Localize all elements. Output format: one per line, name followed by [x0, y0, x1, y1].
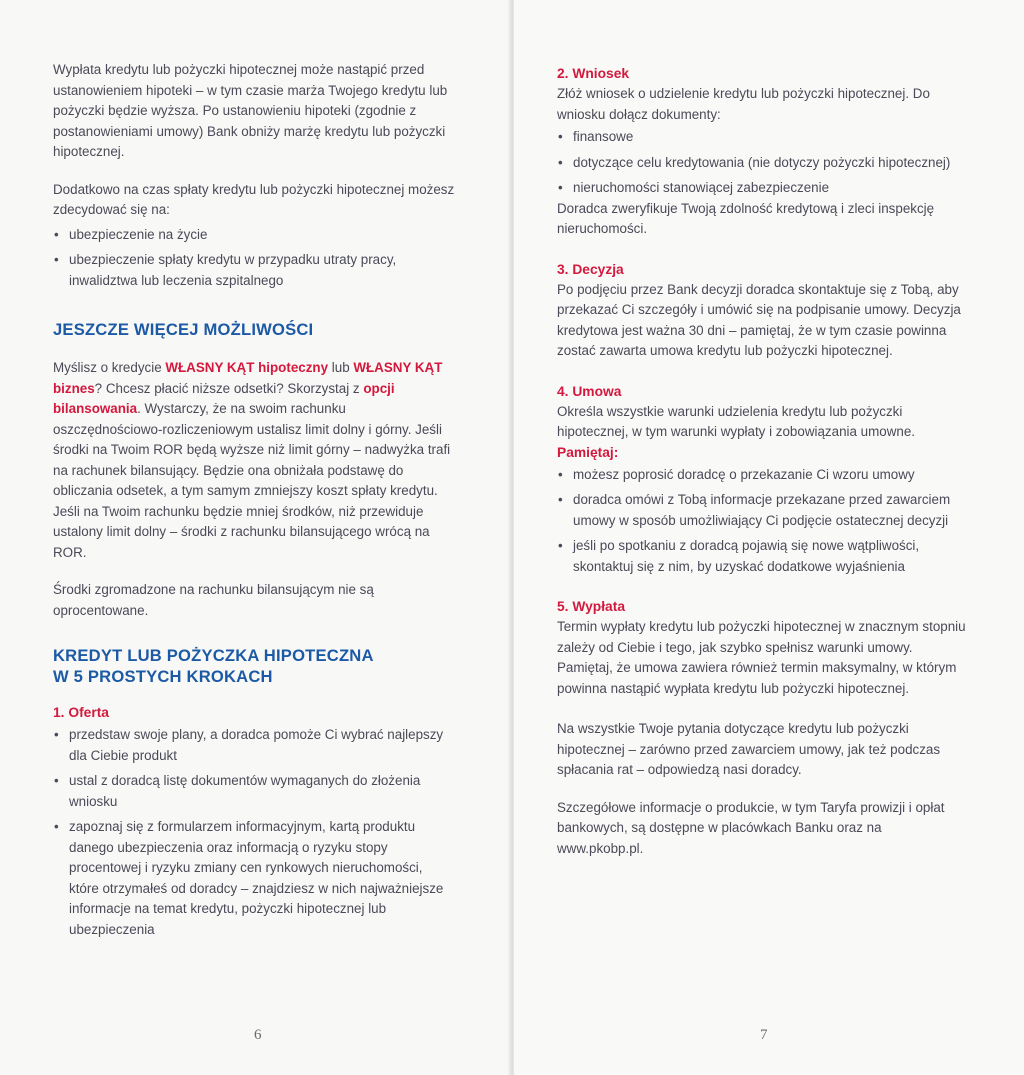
step-3-paragraph: Po podjęciu przez Bank decyzji doradca skontaktuje się z Tobą, aby przekazać Ci szczegóły i umówić się na podpisanie umowy. Decyzja kredytowa jest ważna 30 dni – pamiętaj, że w tym czasie powinna zostać zawarta umowa kredytu lub pożyczki hipotecznej.: [557, 281, 961, 358]
right-column: [557, 64, 967, 876]
closing-paragraph-2: Szczegółowe informacje o produkcie, w tym Taryfa prowizji i opłat bankowych, są dostępne w placówkach Banku oraz na www.pkobp.pl.: [557, 799, 945, 856]
step-1-list: [53, 725, 455, 940]
step-4-paragraph: Określa wszystkie warunki udzielenia kredytu lub pożyczki hipotecznej, w tym warunki wypłaty i zobowiązania umowne.: [557, 403, 915, 439]
step-5-paragraph: Termin wypłaty kredytu lub pożyczki hipotecznej w znacznym stopniu zależy od Ciebie i tego, jak szybko spełnisz warunki umowy. Pamiętaj, że umowa zawiera również termin maksymalny, w którym powinna nastąpić wypłata kredytu lub pożyczki hipotecznej.: [557, 619, 966, 696]
list-item: • jeśli po spotkaniu z doradcą pojawią się nowe wątpliwości, skontaktuj się z nim, by uzyskać dodatkowe wyjaśnienia: [557, 536, 967, 577]
step-2-paragraph: Złóż wniosek o udzielenie kredytu lub pożyczki hipotecznej. Do wniosku dołącz dokumenty:: [557, 86, 930, 122]
page-right: [514, 0, 1024, 1075]
text-fragment: Myślisz o kredycie: [53, 360, 166, 375]
list-item: • zapoznaj się z formularzem informacyjnym, kartą produktu danego ubezpieczenia oraz informacją o ryzyku stopy procentowej i ryzyku zmiany cen rynkowych nieruchomości, które otrzymałeś od doradcy – znajdziesz w nich najważniejsze informacje na temat kredytu, pożyczki hipotecznej lub ubezpieczenia: [53, 817, 455, 940]
closing-paragraph-1: Na wszystkie Twoje pytania dotyczące kredytu lub pożyczki hipotecznej – zarówno przed zawarciem umowy, jak też podczas spłacania rat – odpowiedzą nasi doradcy.: [557, 721, 941, 777]
more-options-paragraph: [53, 358, 455, 563]
intro-paragraph-2: Dodatkowo na czas spłaty kredytu lub pożyczki hipotecznej możesz zdecydować się na:: [53, 181, 455, 217]
step-4-list: [557, 465, 967, 578]
list-item: • ubezpieczenie spłaty kredytu w przypadku utraty pracy, inwalidztwa lub leczenia szpitalnego: [53, 250, 455, 291]
step-3-section: [557, 260, 967, 362]
step-1-title: 1. Oferta: [53, 705, 109, 720]
step-4-section: [557, 382, 967, 578]
step-4-title: 4. Umowa: [557, 383, 622, 399]
page-number: 6: [254, 1027, 262, 1043]
step-2-section: [557, 64, 967, 240]
list-item: • finansowe: [557, 127, 967, 148]
product-name-biznes: WŁASNY KĄT biznes: [53, 360, 443, 396]
step-2-list: [557, 127, 967, 199]
balancing-option-highlight: opcji bilansowania: [53, 380, 395, 416]
intro-paragraph-1: Wypłata kredytu lub pożyczki hipotecznej może nastąpić przed ustanowieniem hipoteki – w tym czasie marża Twojego kredytu lub pożyczki będzie wyższa. Po ustanowieniu hipoteki (zgodnie z postanowieniami umowy) Bank obniży marżę kredytu lub pożyczki hipotecznej.: [53, 62, 448, 159]
step-5-section: [557, 597, 967, 699]
heading-line-2: W 5 PROSTYCH KROKACH: [53, 667, 273, 686]
list-item: • doradca omówi z Tobą informacje przekazane przed zawarciem umowy w sposób umożliwiający Ci podjęcie ostatecznej decyzji: [557, 490, 967, 531]
step-5-title: 5. Wypłata: [557, 599, 625, 614]
more-options-paragraph-2: Środki zgromadzone na rachunku bilansującym nie są oprocentowane.: [53, 582, 374, 618]
remember-label: Pamiętaj:: [557, 444, 619, 460]
heading-5-steps: [53, 645, 455, 687]
step-2-paragraph-2: Doradca zweryfikuje Twoją zdolność kredytową i zleci inspekcję nieruchomości.: [557, 200, 935, 236]
heading-line-1: KREDYT LUB POŻYCZKA HIPOTECZNA: [53, 646, 374, 665]
text-fragment: . Wystarczy, że na swoim rachunku oszczędnościowo-rozliczeniowym ustalisz limit dolny i górny. Jeśli środki na Twoim ROR będą wyższe niż limit górny – nadwyżka trafi na rachunek bilansujący. Będzie ona obniżała podstawę do obliczania odsetek, a tym samym zmniejszy koszt spłaty kredytu. Jeśli na Twoim rachunku będzie mniej środków, niż przewiduje ustalony limit dolny – środki z rachunku bilansującego wrócą na ROR.: [53, 401, 451, 560]
list-item: • ubezpieczenie na życie: [53, 225, 455, 246]
text-fragment: ? Chcesz płacić niższe odsetki? Skorzystaj z: [94, 380, 364, 396]
product-name-hipoteczny: WŁASNY KĄT hipoteczny: [165, 360, 329, 375]
step-3-title: 3. Decyzja: [557, 261, 624, 277]
list-item: • ustal z doradcą listę dokumentów wymaganych do złożenia wniosku: [53, 771, 455, 812]
heading-more-options: JESZCZE WIĘCEJ MOŻLIWOŚCI: [53, 320, 314, 339]
text-fragment: lub: [328, 360, 354, 375]
page-number: 7: [760, 1027, 768, 1043]
step-2-title: 2. Wniosek: [557, 66, 630, 81]
list-item: • możesz poprosić doradcę o przekazanie Ci wzoru umowy: [557, 465, 967, 486]
list-item: • przedstaw swoje plany, a doradca pomoże Ci wybrać najlepszy dla Ciebie produkt: [53, 725, 455, 766]
list-item: • dotyczące celu kredytowania (nie dotyczy pożyczki hipotecznej): [557, 153, 967, 174]
list-item: • nieruchomości stanowiącej zabezpieczenie: [557, 178, 967, 199]
left-column: [53, 60, 455, 957]
insurance-list: [53, 225, 455, 292]
